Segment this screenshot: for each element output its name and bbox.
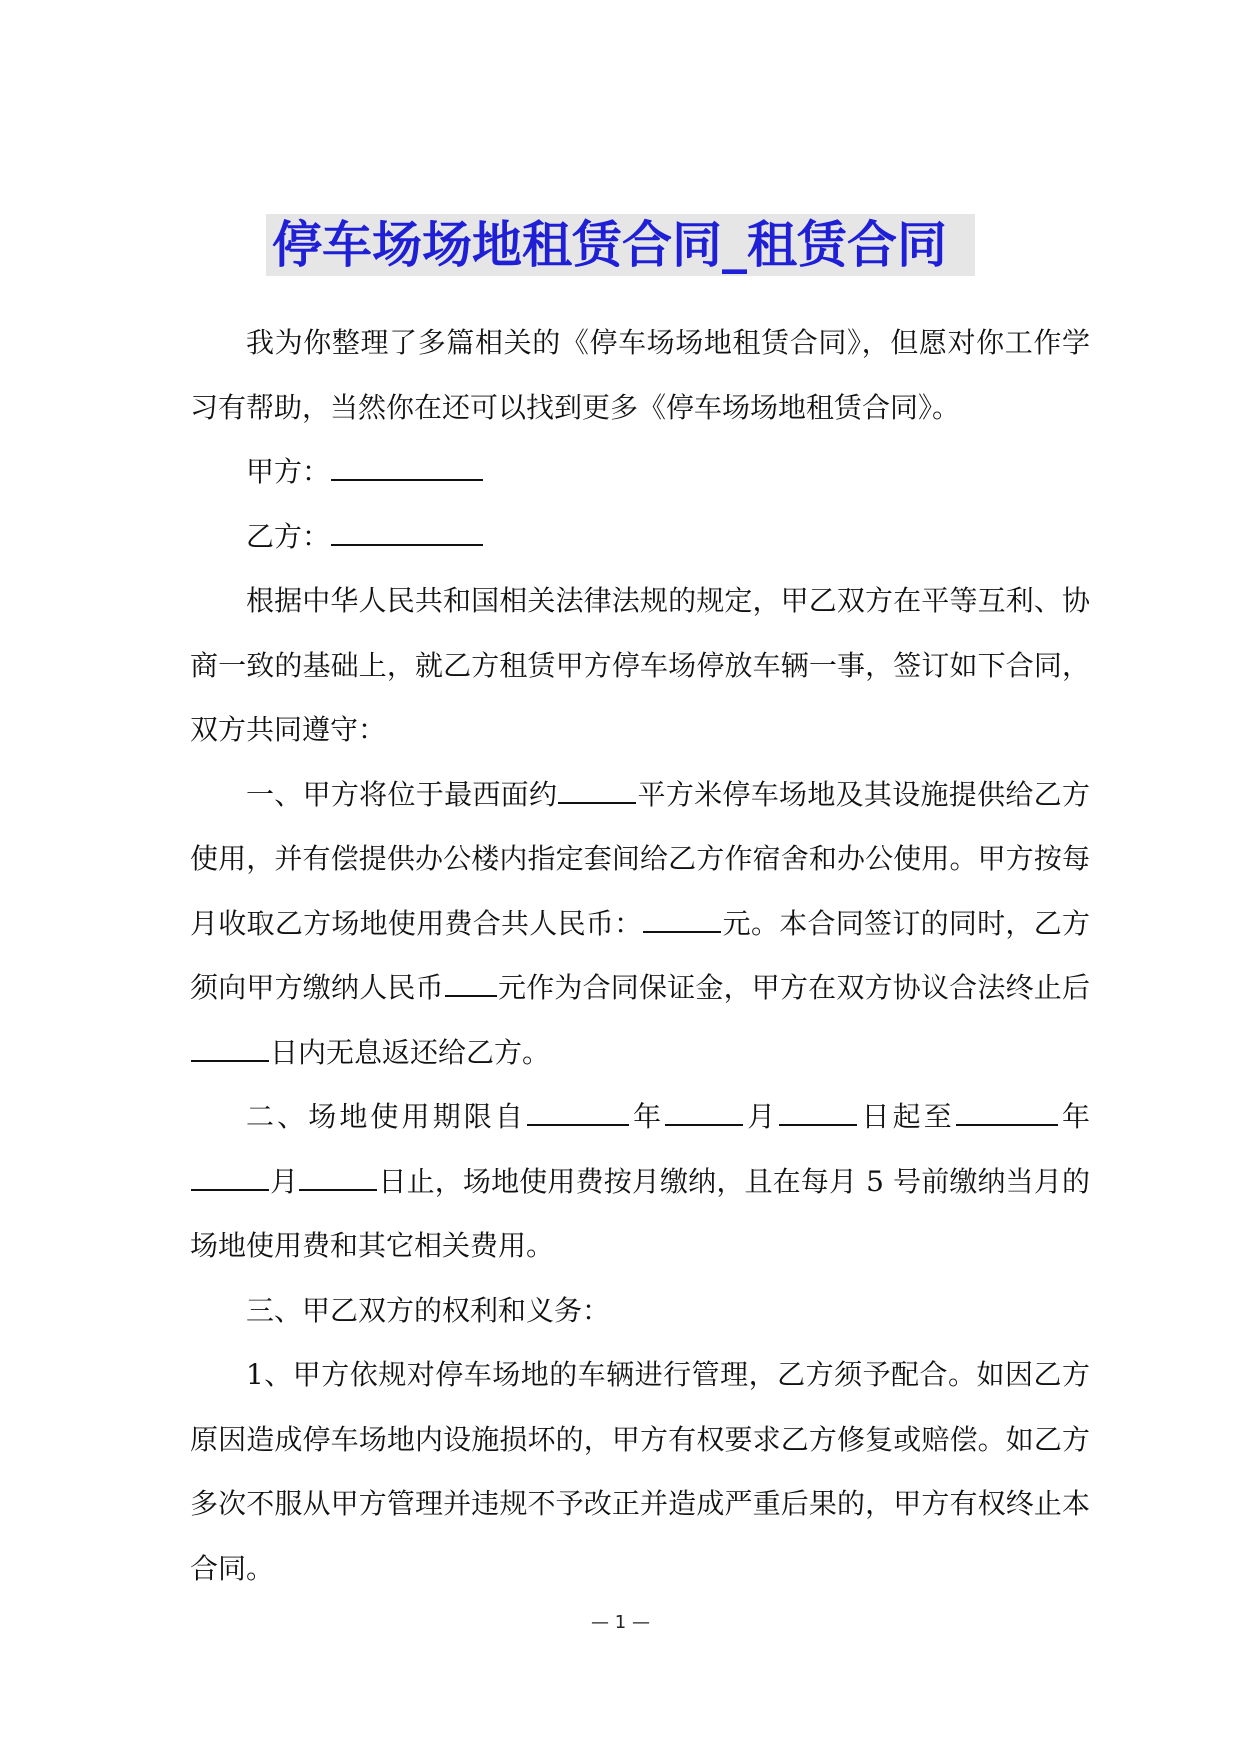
preamble-paragraph: 根据中华人民共和国相关法律法规的规定，甲乙双方在平等互利、协商一致的基础上，就乙方租赁甲方停车场停放车辆一事，签订如下合同，双方共同遵守： [190,584,1090,746]
clause-2-text-6: 月 [270,1164,299,1198]
party-b-label: 乙方： [246,519,331,553]
party-b-line [190,505,1090,570]
clause-2-text-5: 年 [1058,1100,1090,1133]
end-month-blank [191,1163,269,1191]
clause-2-text-1: 二、场地使用期限自 [246,1100,526,1133]
fee-blank [643,905,721,933]
clause-1-text-4: 元作为合同保证金，甲方在双方协议合法终止后 [497,971,1090,1004]
title-wrapper [0,214,1241,276]
start-month-blank [665,1098,743,1126]
clause-1-text-2: 平方米停车场地及其设施提供给乙方使用，并有偿提供办公楼内指定套间给乙方作宿舍和办公使用。甲方按每月收取乙方场地使用费合共人民币： [190,777,1090,940]
end-year-blank [956,1098,1058,1126]
clause-1-text-1: 一、甲方将位于最西面约 [246,777,558,811]
clause-2-paragraph [190,1085,1090,1279]
clause-3-item-1: 1、甲方依规对停车场地的车辆进行管理，乙方须予配合。如因乙方原因造成停车场地内设施损坏的，甲方有权要求乙方修复或赔偿。如乙方多次不服从甲方管理并违规不予改正并造成严重后果的，甲方有权终止本合同。 [190,1358,1090,1585]
clause-2-text-3: 月 [744,1100,779,1133]
party-a-blank [331,453,483,481]
end-day-blank [299,1163,377,1191]
refund-days-blank [191,1034,269,1062]
clause-1-text-3: 元。本合同签订的同时，乙方须向甲方缴纳人民币 [190,906,1090,1004]
clause-2-text-4: 日起至 [858,1100,955,1133]
clause-2-text-2: 年 [629,1100,665,1133]
party-a-line [190,440,1090,505]
clause-2-text-7: 日止，场地使用费按月缴纳，且在每月 5 号前缴纳当月的场地使用费和其它相关费用。 [190,1164,1090,1262]
clause-1-paragraph [190,763,1090,1086]
intro-paragraph: 我为你整理了多篇相关的《停车场场地租赁合同》，但愿对你工作学习有帮助，当然你在还可以找到更多《停车场场地租赁合同》。 [190,326,1090,424]
start-day-blank [779,1098,857,1126]
area-blank [558,776,636,804]
document-body [190,311,1090,1601]
party-b-blank [331,518,483,546]
clause-3-heading: 三、甲乙双方的权利和义务： [246,1293,611,1327]
document-title: 停车场场地租赁合同_租赁合同 [266,214,975,276]
party-a-label: 甲方： [246,455,331,488]
deposit-blank [445,969,497,997]
page-number: — 1 — [591,1612,650,1633]
clause-1-text-5: 日内无息返还给乙方。 [270,1035,551,1069]
start-year-blank [527,1098,629,1126]
